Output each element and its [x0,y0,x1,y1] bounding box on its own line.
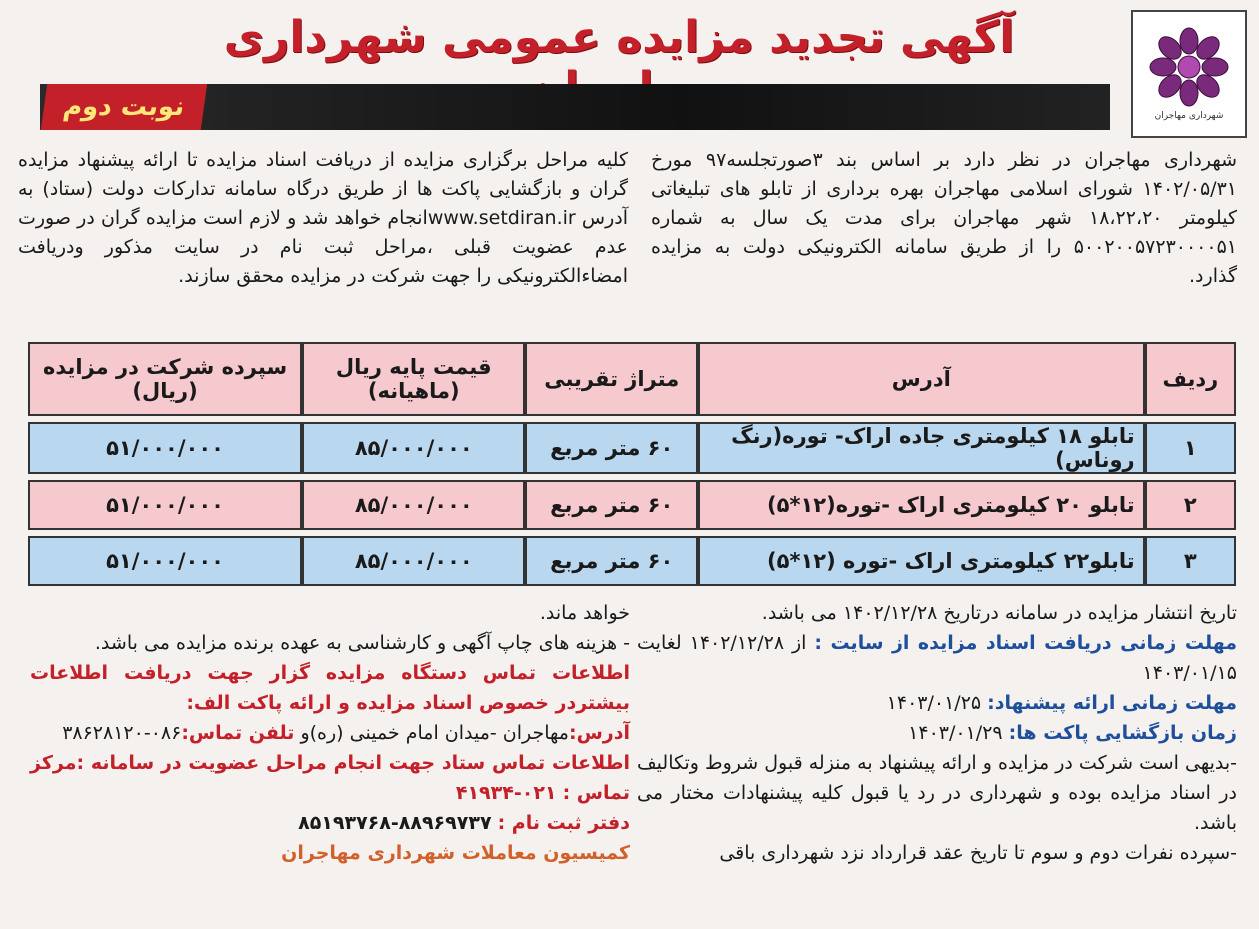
col-address: آدرس [698,342,1145,416]
page-title: آگهی تجدید مزایده عمومی شهرداری [223,12,1015,63]
col-base-price: قیمت پایه ریال (ماهیانه) [302,342,525,416]
cell-base-price: ۸۵/۰۰۰/۰۰۰ [302,480,525,530]
registry-label: دفتر ثبت نام : [497,812,630,834]
cell-deposit: ۵۱/۰۰۰/۰۰۰ [28,536,302,586]
contact-section [30,598,630,868]
open-value: ۱۴۰۳/۰۱/۲۹ [908,722,1003,744]
submit-value: ۱۴۰۳/۰۱/۲۵ [886,692,982,714]
doc-window-label: مهلت زمانی دریافت اسناد مزایده از سایت : [814,632,1238,654]
municipality-logo [1131,10,1247,138]
signature: کمیسیون معاملات شهرداری مهاجران [281,842,630,864]
costs-note: - هزینه های چاپ آگهی و کارشناسی به عهده برنده مزایده می باشد. [94,632,630,654]
cell-address: تابلو۲۲ کیلومتری اراک -توره (۱۲*۵) [698,536,1145,586]
continuation-text: خواهد ماند. [539,602,630,624]
opening-date [637,718,1237,748]
note-conditions: -بدیهی است شرکت در مزایده و ارائه پیشنهاد به منزله قبول شروط وتکالیف در اسناد مزایده بوده و شهرداری در رد یا قبول کلیه پیشنهادات مختار می باشد. [637,752,1237,834]
table-row [28,480,1236,530]
address-value: مهاجران -میدان امام خمینی (ره)و [300,722,569,744]
submit-deadline [637,688,1237,718]
schedule-section [637,598,1237,868]
cell-base-price: ۸۵/۰۰۰/۰۰۰ [302,422,525,474]
doc-window-value: از ۱۴۰۲/۱۲/۲۸ لغایت ۱۴۰۳/۰۱/۱۵ [637,632,1237,684]
cell-row-number: ۱ [1145,422,1236,474]
cell-area: ۶۰ متر مربع [525,480,698,530]
table-row [28,422,1236,474]
round-badge: نوبت دوم [41,84,207,130]
col-deposit: سپرده شرکت در مزایده (ریال) [28,342,302,416]
phone-value: ۰۸۶-۳۸۶۲۸۱۲۰ [62,722,182,744]
submit-label: مهلت زمانی ارائه پیشنهاد: [987,692,1237,714]
doc-window [637,628,1237,688]
cell-address: تابلو ۱۸ کیلومتری جاده اراک- توره(رنگ روناس) [698,422,1145,474]
registry-line [30,808,630,838]
address-label: آدرس: [568,722,630,744]
cell-base-price: ۸۵/۰۰۰/۰۰۰ [302,536,525,586]
cell-deposit: ۵۱/۰۰۰/۰۰۰ [28,480,302,530]
address-line [30,718,630,748]
setad-phone: ۰۲۱-۴۱۹۳۴ [455,782,557,804]
col-row-number: ردیف [1145,342,1236,416]
setad-line [30,748,630,808]
cell-row-number: ۲ [1145,480,1236,530]
intro-paragraph-right: شهرداری مهاجران در نظر دارد بر اساس بند ۳صورتجلسه۹۷ مورخ ۱۴۰۲/۰۵/۳۱ شورای اسلامی مهاجران بهره برداری از تابلو های تبلیغاتی کیلومتر ۱۸،۲۲،۲۰ شهر مهاجران برای مدت یک سال به شماره ۵۰۰۲۰۰۵۷۲۳۰۰۰۰۵۱ را از طریق سامانه الکترونیکی دولت به مزایده گذارد. [651,149,1237,287]
flower-emblem-icon [1149,27,1229,107]
auction-table [28,336,1236,592]
cell-address: تابلو ۲۰ کیلومتری اراک -توره(۱۲*۵) [698,480,1145,530]
phone-label: تلفن تماس: [181,722,295,744]
setad-heading: اطلاعات تماس ستاد جهت انجام مراحل عضویت در سامانه :مرکز تماس : [30,752,630,804]
note-deposit: -سپرده نفرات دوم و سوم تا تاریخ عقد قرارداد نزد شهرداری باقی [719,842,1237,864]
cell-row-number: ۳ [1145,536,1236,586]
cell-area: ۶۰ متر مربع [525,422,698,474]
logo-caption: شهرداری مهاجران [1154,111,1224,121]
publish-date: تاریخ انتشار مزایده در سامانه درتاریخ ۱۴۰۲/۱۲/۲۸ می باشد. [761,602,1237,624]
cell-area: ۶۰ متر مربع [525,536,698,586]
contact-heading: اطلاعات تماس دستگاه مزایده گزار جهت دریافت اطلاعات بیشتردر خصوص اسناد مزایده و ارائه پاکت الف: [30,662,630,714]
cell-deposit: ۵۱/۰۰۰/۰۰۰ [28,422,302,474]
open-label: زمان بازگشایی پاکت ها: [1008,722,1237,744]
registry-value: ۸۸۹۶۹۷۳۷-۸۵۱۹۳۷۶۸ [298,812,492,834]
col-area: متراژ تقریبی [525,342,698,416]
table-row [28,536,1236,586]
table-header-row [28,342,1236,416]
intro-paragraph-left: کلیه مراحل برگزاری مزایده از دریافت اسناد مزایده تا ارائه پیشنهاد مزایده گران و بازگشایی پاکت ها از طریق درگاه سامانه تدارکات دولت (ستاد) به آدرس www.setdiran.irانجام خواهد شد و لازم است مزایده گران در صورت عدم عضویت قبلی ،مراحل ثبت نام در سایت مذکور ودریافت امضاءالکترونیکی را جهت شرکت در مزایده محقق سازند. [18,149,628,287]
